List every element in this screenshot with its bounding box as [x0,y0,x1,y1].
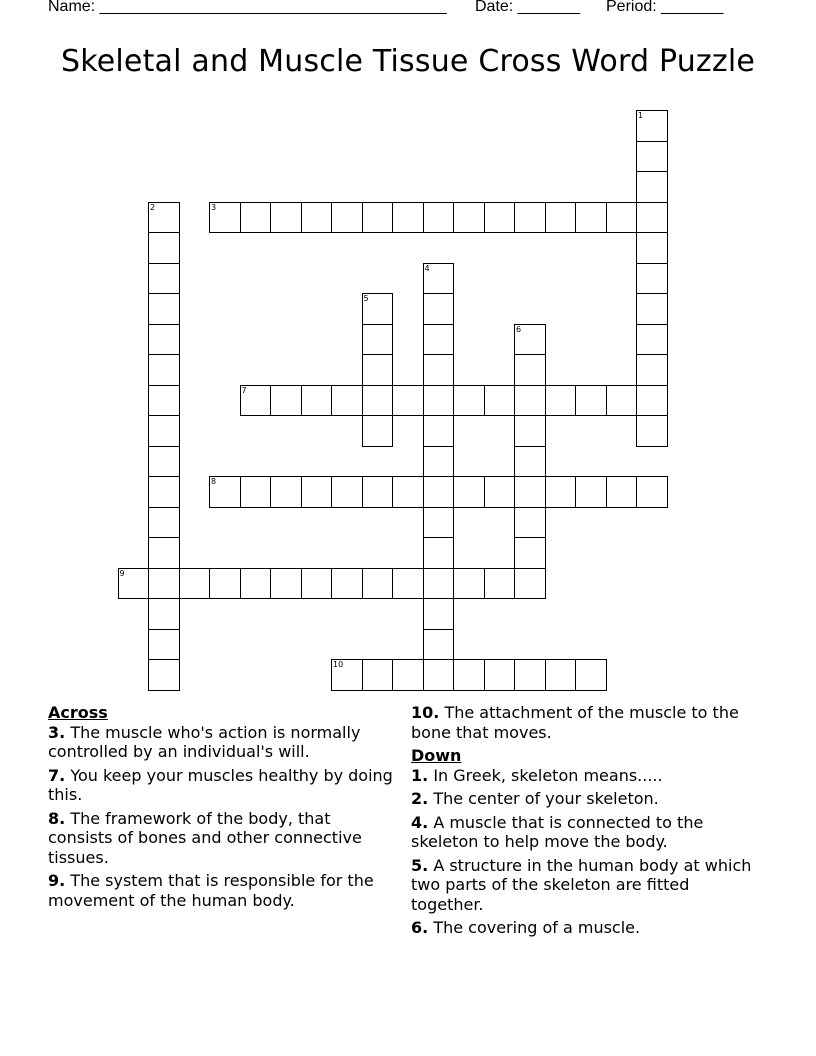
grid-cell[interactable] [392,202,424,234]
grid-cell[interactable] [148,385,180,417]
grid-cell[interactable] [423,659,455,691]
grid-cell[interactable] [453,385,485,417]
clue-down-1 [411,766,761,786]
clue-text: The muscle who's action is normally controlled by an individual's will. [48,722,361,761]
clue-number: 10. [411,703,440,722]
clue-number: 6. [411,918,429,937]
grid-cell[interactable] [148,507,180,539]
grid-cell[interactable] [392,385,424,417]
puzzle-title: Skeletal and Muscle Tissue Cross Word Puzzle [60,44,756,79]
grid-cell[interactable] [331,476,363,508]
clue-number: 7. [48,765,66,785]
grid-cell[interactable] [514,446,546,478]
grid-cell[interactable] [148,415,180,447]
grid-cell[interactable] [362,354,394,386]
grid-cell[interactable] [392,568,424,600]
grid-cell[interactable] [636,476,668,508]
grid-cell[interactable] [301,476,333,508]
grid-cell[interactable] [514,354,546,386]
grid-cell[interactable] [636,263,668,295]
clue-number: 8. [48,808,66,828]
grid-cell[interactable] [392,659,424,691]
clue-number-label: 4 [424,263,430,273]
grid-cell[interactable] [423,507,455,539]
grid-cell[interactable] [148,446,180,478]
grid-cell[interactable] [636,415,668,447]
grid-cell[interactable] [606,202,638,234]
clue-text: The system that is responsible for the movement of the human body. [48,871,374,910]
clue-text: You keep your muscles healthy by doing this. [48,765,393,804]
grid-cell[interactable] [423,354,455,386]
grid-cell[interactable] [575,659,607,691]
grid-cell[interactable] [423,568,455,600]
grid-cell[interactable] [423,598,455,630]
grid-cell[interactable] [362,659,394,691]
period-field[interactable]: Period: _______ [606,0,724,15]
clue-number-label: 3 [211,202,217,212]
clue-across-7 [48,766,398,805]
grid-cell[interactable] [636,171,668,203]
grid-cell[interactable] [636,110,668,142]
grid-cell[interactable] [514,385,546,417]
grid-cell[interactable] [301,202,333,234]
grid-cell[interactable] [484,476,516,508]
grid-cell[interactable] [423,446,455,478]
clue-across-3 [48,723,398,762]
grid-cell[interactable] [148,629,180,661]
clue-text: A muscle that is connected to the skeleton to help move the body. [411,812,704,851]
grid-cell[interactable] [331,659,363,691]
clue-down-4 [411,813,761,852]
clue-down-5 [411,856,761,915]
grid-cell[interactable] [453,476,485,508]
grid-cell[interactable] [514,324,546,356]
grid-cell[interactable] [179,568,211,600]
clue-text: The center of your skeleton. [433,789,659,808]
clue-number-label: 1 [638,111,644,120]
grid-cell[interactable] [545,385,577,417]
grid-cell[interactable] [423,629,455,661]
clue-number: 4. [411,812,429,832]
grid-cell[interactable] [636,385,668,417]
clue-number-label: 2 [150,202,156,212]
grid-cell[interactable] [545,659,577,691]
clue-text: A structure in the human body at which two parts of the skeleton are fitted together. [411,855,752,914]
grid-cell[interactable] [209,202,241,234]
grid-cell[interactable] [636,202,668,234]
grid-cell[interactable] [148,293,180,325]
grid-cell[interactable] [362,324,394,356]
date-field[interactable]: Date: _______ [475,0,580,15]
clue-across-8 [48,809,398,868]
grid-cell[interactable] [148,537,180,569]
grid-cell[interactable] [148,324,180,356]
grid-cell[interactable] [148,263,180,295]
grid-cell[interactable] [636,141,668,173]
grid-cell[interactable] [148,476,180,508]
grid-cell[interactable] [331,202,363,234]
grid-cell[interactable] [423,537,455,569]
grid-cell[interactable] [514,507,546,539]
grid-cell[interactable] [362,476,394,508]
grid-cell[interactable] [331,568,363,600]
clue-number: 9. [48,871,66,890]
grid-cell[interactable] [606,385,638,417]
across-heading: Across [48,703,108,722]
grid-cell[interactable] [453,202,485,234]
clue-number: 1. [411,765,429,785]
grid-cell[interactable] [423,293,455,325]
grid-cell[interactable] [148,202,180,234]
grid-cell[interactable] [606,476,638,508]
grid-cell[interactable] [240,202,272,234]
clues-left-column [48,703,398,914]
clue-number: 5. [411,855,429,875]
grid-cell[interactable] [484,202,516,234]
grid-cell[interactable] [423,324,455,356]
grid-cell[interactable] [453,568,485,600]
grid-cell[interactable] [484,385,516,417]
grid-cell[interactable] [362,293,394,325]
grid-cell[interactable] [392,476,424,508]
grid-cell[interactable] [240,568,272,600]
clue-number-label: 5 [363,294,369,303]
grid-cell[interactable] [240,476,272,508]
clue-across-9 [48,871,398,910]
grid-cell[interactable] [148,598,180,630]
grid-cell[interactable] [118,568,150,600]
grid-cell[interactable] [514,202,546,234]
grid-cell[interactable] [545,476,577,508]
clue-down-6 [411,918,761,938]
grid-cell[interactable] [575,476,607,508]
clues-right-column [411,703,761,942]
name-field[interactable]: Name: _______________________________________ [48,0,447,15]
grid-cell[interactable] [423,415,455,447]
grid-cell[interactable] [636,293,668,325]
grid-cell[interactable] [270,476,302,508]
clue-text: The attachment of the muscle to the bone that moves. [411,703,739,742]
grid-cell[interactable] [514,568,546,600]
clue-text: The framework of the body, that consists of bones and other connective tissues. [48,808,362,867]
clue-number-label: 9 [119,568,125,578]
grid-cell[interactable] [301,385,333,417]
clue-text: In Greek, skeleton means..... [433,765,663,785]
grid-cell[interactable] [301,568,333,600]
grid-cell[interactable] [423,263,455,295]
clue-number-label: 7 [241,385,247,395]
clue-down-2 [411,789,761,809]
grid-cell[interactable] [423,385,455,417]
grid-cell[interactable] [362,568,394,600]
grid-cell[interactable] [423,476,455,508]
grid-cell[interactable] [514,659,546,691]
grid-cell[interactable] [209,476,241,508]
grid-cell[interactable] [575,202,607,234]
clue-text: The covering of a muscle. [433,918,641,937]
grid-cell[interactable] [148,568,180,600]
grid-cell[interactable] [636,354,668,386]
grid-cell[interactable] [148,354,180,386]
grid-cell[interactable] [270,568,302,600]
grid-cell[interactable] [575,385,607,417]
grid-cell[interactable] [362,415,394,447]
grid-cell[interactable] [545,202,577,234]
grid-cell[interactable] [484,568,516,600]
clue-number-label: 10 [333,660,344,669]
grid-cell[interactable] [636,232,668,264]
grid-cell[interactable] [148,232,180,264]
grid-cell[interactable] [362,385,394,417]
grid-cell[interactable] [453,659,485,691]
clue-number: 2. [411,789,429,808]
down-heading: Down [411,746,462,765]
grid-cell[interactable] [423,202,455,234]
grid-cell[interactable] [636,324,668,356]
grid-cell[interactable] [240,385,272,417]
grid-cell[interactable] [514,476,546,508]
grid-cell[interactable] [148,659,180,691]
grid-cell[interactable] [514,415,546,447]
grid-cell[interactable] [514,537,546,569]
grid-cell[interactable] [270,385,302,417]
clue-number: 3. [48,722,66,742]
clue-number-label: 6 [516,324,522,334]
grid-cell[interactable] [331,385,363,417]
clue-number-label: 8 [211,477,217,486]
grid-cell[interactable] [362,202,394,234]
grid-cell[interactable] [484,659,516,691]
clue-across-10 [411,703,761,742]
grid-cell[interactable] [209,568,241,600]
grid-cell[interactable] [270,202,302,234]
